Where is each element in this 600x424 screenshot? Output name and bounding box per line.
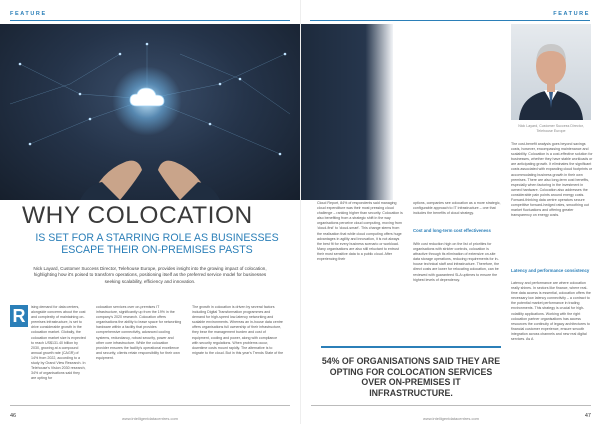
- cloud-icon: [128, 86, 166, 108]
- footer-rule: [10, 405, 290, 406]
- portrait-caption: Nick Layard, Customer Success Director, Telehouse Europe: [518, 124, 584, 133]
- subhead-latency: Latency and performance consistency: [511, 268, 590, 273]
- pull-quote: 54% OF ORGANISATIONS SAID THEY ARE OPTING FOR COLOCATION SERVICES OVER ON-PREMISES IT INFRASTRUCTURE.: [321, 346, 501, 398]
- hero-image: [0, 24, 300, 200]
- body-column-6b: Latency and performance are where colocation really shines. In sectors like finance, where real-time data access is essential, colocation offers the necessary low latency connectivity – a contract to the potential market performance in trading environments. This strategy is crucial for high-volatility applications. Working with the right colocation partner organisations has access resources the continuity of legacy architectures to financial customer experience, ensure smooth integration across channels and new real digital services. As A: [511, 281, 591, 342]
- page-number: 46: [10, 413, 17, 419]
- body-column-4: Cloud Report, 84% of respondents said managing cloud expenditure was their most pressing cloud challenge – ranking higher than security. Colocation is also benefiting from a strategic shift in the way organisations perceive cloud computing, moving from 'cloud-first' to 'cloud-smart'. This change stems from the realisation that while cloud computing offers huge advantages in agility and innovation, it is not always the best fit for every business scenario or workload. Many organisations are also still reluctant to entrust their most sensitive data to a public cloud. After experiencing their: [317, 201, 403, 262]
- body-column-2: colocation services over on-premises IT infrastructure, significantly up from the 19% in the company's 2020 research. Colocation offers organisations the ability to lease space for networking hardware within a facility that provides comprehensive connectivity, advanced cooling systems, redundancy, robust security, power and other core infrastructure. While the colocation provider ensures the facility's operational excellence and security, clients retain responsibility for their own equipment.: [96, 305, 182, 360]
- footer-url: www.intelligentdatacentres.com: [121, 416, 179, 421]
- body-column-3: The growth in colocation is driven by several factors including Digital Transformation programmes and demand for high-speed low-latency networking and scalable environments. Whereas an in-house data centre offers organisations full ownership of their infrastructure, they bear the management burden and cost of equipment, cooling and power, along with compliance with security regulations. When problems occur, downtime costs mount rapidly. The alternative is to migrate to the cloud. But in this year's Trends State of the: [192, 305, 284, 355]
- section-label: FEATURE: [10, 11, 47, 17]
- article-subtitle: IS SET FOR A STARRING ROLE AS BUSINESSES ESCAPE THEIR ON-PREMISES PASTS: [35, 232, 279, 256]
- footer-url: www.intelligentdatacentres.com: [422, 416, 480, 421]
- page-number: 47: [584, 413, 591, 419]
- body-column-5a: options, companies see colocation as a more strategic, configurable approach to IT infrastructure – one that includes the benefits of cloud strategy.: [413, 201, 501, 216]
- person-photo: [511, 24, 591, 120]
- article-title: WHY COLOCATION: [22, 202, 253, 229]
- author-portrait: [511, 24, 591, 120]
- header-rule: [10, 20, 290, 21]
- footer-rule: [311, 405, 591, 406]
- header-rule: [310, 20, 590, 21]
- standfirst: Nick Layard, Customer Success Director, Telehouse Europe, provides insight into the growing impact of colocation, highlighting how it's poised to transform operations, positioning itself as the preferred service model for businesses seeking scalability, efficiency and innovation.: [33, 266, 267, 284]
- section-label: FEATURE: [553, 11, 590, 17]
- body-column-1: ising demand for data centers, alongside concerns about the cost and complexity of maintaining on-premises infrastructure, is set to drive considerable growth in the colocation market. Globally, the colocation market size is expected to reach US$131.40 billion by 2030, growing at a compound annual growth rate (CAGR) of 14% from 2022, according to a study by Grand View Research. In Telehouse's Vision 2030 research, 34% of organisations said they are opting for: [31, 305, 86, 381]
- body-column-6a: The cost-benefit analysis goes beyond savings costs, however, encompassing maintenance and scalability. Colocation is a cost-effective solution for businesses, whether they have stable workloads or are anticipating growth. It eliminates the significant costs associated with expanding cloud footprints or accommodating business growth in their own premises. There are also long-term cost benefits, especially when factoring in the investment in owned hardware. Colocation also addresses the considerable pain points around energy costs. Forward-thinking data centre operators secure competitive forward-hedged rates, smoothing out market fluctuations and offering greater transparency on energy costs.: [511, 142, 593, 218]
- body-column-5b: With cost reduction high on the list of priorities for organisations with stricter controls, colocation is attractive through its elimination of extensive on-site data storage operations, reducing requirements for in-house technical staff and infrastructure. Therefore, the direct costs are lower for relocating colocation, can be reviewed with guaranteed SLA uptimes to ensure the highest levels of dependency.: [413, 242, 500, 282]
- drop-cap: R: [10, 305, 28, 327]
- hero-image-extension: [301, 24, 393, 200]
- hands-illustration: [80, 142, 220, 200]
- right-page: [300, 0, 600, 424]
- subhead-cost: Cost and long-term cost effectiveness: [413, 228, 491, 233]
